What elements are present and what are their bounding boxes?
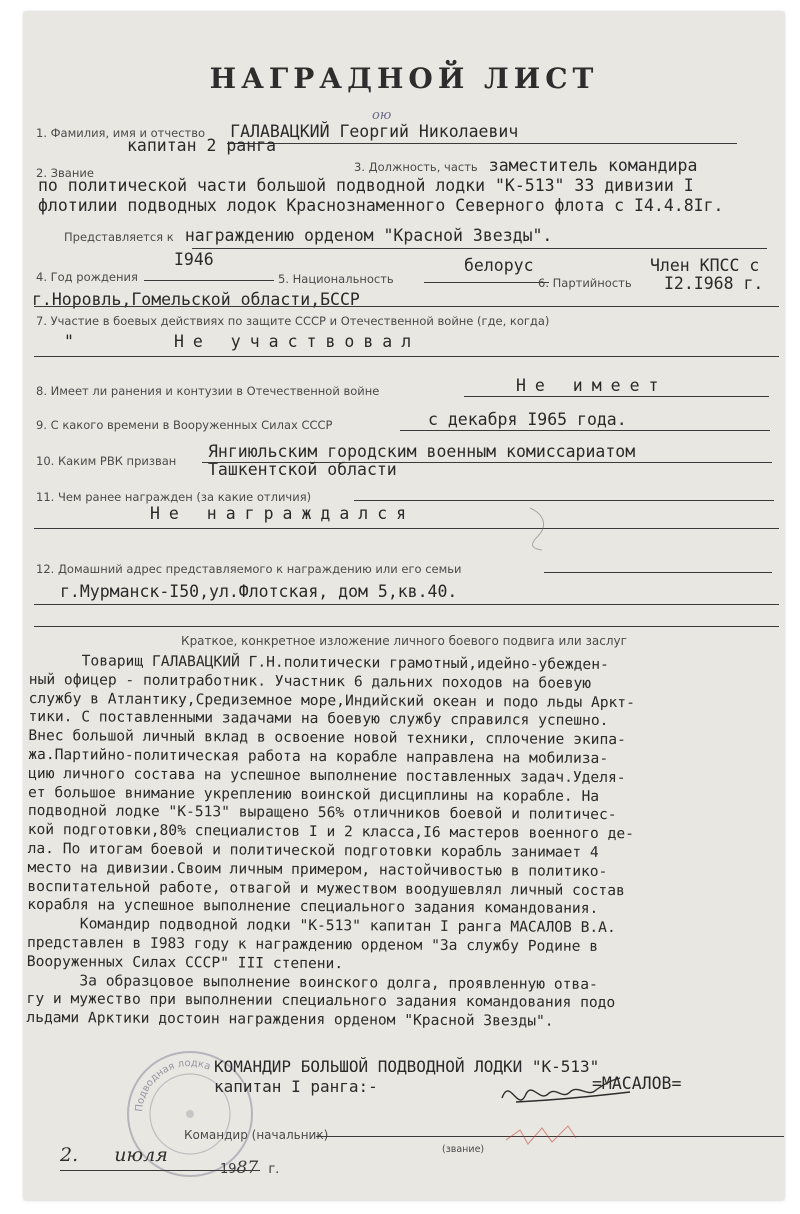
field-position-label: 3. Должность, часть: [354, 160, 478, 174]
narrative-line: ет большое внимание укреплению воинской дисциплины на корабле. На: [27, 783, 600, 805]
field-rank-label: 2. Звание: [36, 166, 94, 180]
stamp-text: Подводная лодка: [133, 1057, 212, 1113]
narrative-line: льдами Арктики достоин награждения орденом "Красной Звезды".: [26, 1009, 554, 1030]
nationality-rule: [424, 282, 549, 283]
wounds-label: 8. Имеет ли ранения и контузии в Отечественной войне: [36, 384, 380, 398]
narrative-line: ла. По итогам боевой и политической подготовки корабль занимает 4: [27, 839, 599, 861]
award-sheet: [24, 12, 784, 1200]
draft-value-line2: Ташкентской области: [208, 460, 397, 479]
narrative-line: цию личного состава на успешное выполнение поставленных задач.Уделя-: [28, 764, 626, 786]
year-prefix: 19: [220, 1162, 237, 1177]
document-title: НАГРАДНОЙ ЛИСТ: [209, 62, 599, 95]
field-name-label: 1. Фамилия, имя и отчество: [36, 126, 206, 140]
handwritten-note: ою: [372, 108, 392, 123]
draft-rule: [202, 462, 772, 463]
nationality-value: белорус: [464, 256, 534, 275]
narrative-line: кой подготовки,80% специалистов I и 2 класса,I6 мастеров военного де-: [27, 821, 635, 843]
awards-value: Не награждался: [150, 504, 416, 523]
narrative-line: воспитательной работе, отвагой и мужеством воодушевлял личный состав: [27, 877, 625, 899]
combat-rule: [34, 356, 779, 357]
narrative-line: Командир подводной лодки "К-513" капитан I ранга МАСАЛОВ В.А.: [27, 915, 616, 937]
date-day: 2.: [60, 1144, 79, 1166]
birth-year-rule: [144, 280, 274, 281]
narrative-line: представлен в I983 году к награждению орденом "За службу Родине в: [26, 933, 599, 955]
combat-value: Не участвовал: [174, 332, 421, 351]
combat-label: 7. Участие в боевых действиях по защите СССР и Отечественной войне (где, когда): [36, 314, 550, 328]
commander-rank: капитан I ранга:-: [214, 1077, 378, 1096]
awards-label: 11. Чем ранее награжден (за какие отличия): [36, 490, 312, 504]
commander-name: =МАСАЛОВ=: [592, 1074, 682, 1093]
ditto-mark: ": [64, 332, 74, 351]
address-rule: [544, 572, 772, 573]
narrative-line: гу и мужество при выполнении специального задания командования подо: [26, 990, 616, 1012]
narrative-line: место на дивизии.Своим личным примером, настойчивостью в политико-: [27, 858, 608, 880]
narrative-line: ный офицер - политработник. Участник 6 дальних походов на боевую: [28, 670, 592, 692]
narrative-line: Внес большой личный вклад в освоение новой техники, сплочение экипа-: [28, 727, 626, 749]
narrative-line: корабля на успешное выполнение специального задания командования.: [27, 896, 599, 918]
party-value-line1: Член КПСС с: [650, 256, 760, 275]
commander-title: КОМАНДИР БОЛЬШОЙ ПОДВОДНОЙ ЛОДКИ "К-513": [214, 1057, 600, 1076]
awards-rule-2: [34, 528, 779, 529]
date-month: июля: [114, 1144, 168, 1166]
rank-caption: (звание): [442, 1144, 485, 1155]
commander-label: Командир (начальник): [184, 1128, 329, 1142]
position-line2: флотилии подводных лодок Краснознаменного Северного флота с I4.4.8Iг.: [38, 196, 724, 215]
presented-rule: [192, 248, 767, 249]
address-label: 12. Домашний адрес представляемого к награждению или его семьи: [36, 562, 462, 576]
svg-text:Подводная лодка: [134, 1058, 212, 1112]
narrative-heading: Краткое, конкретное изложение личного боевого подвига или заслуг: [181, 634, 627, 648]
field-position-value: заместитель командира: [488, 156, 698, 175]
service-label: 9. С какого времени в Вооруженных Силах СССР: [36, 418, 333, 432]
party-value-line2: I2.I968 г.: [664, 274, 764, 293]
address-rule-3: [34, 626, 779, 627]
service-value: с декабря I965 года.: [428, 410, 627, 429]
draft-value-line1: Янгиюльским городским военным комиссариатом: [208, 442, 636, 461]
combat-row: [36, 310, 774, 329]
draft-label: 10. Каким РВК призван: [36, 454, 177, 468]
birthplace-rule: [34, 306, 779, 307]
narrative-line: Товарищ ГАЛАВАЦКИЙ Г.Н.политически грамотный,идейно-убежден-: [28, 652, 609, 674]
birth-year-label: 4. Год рождения: [36, 270, 138, 284]
awards-rule: [354, 500, 774, 501]
narrative-line: жа.Партийно-политическая работа на корабле направлена на мобилиза-: [28, 745, 609, 768]
service-rule: [400, 430, 770, 431]
birthplace-value: г.Норовль,Гомельской области,БССР: [32, 290, 360, 309]
field-rank-value: по политической части большой подводной лодки "К-513" 33 дивизии I: [38, 176, 694, 195]
narrative-line: службу в Атлантику,Средиземное море,Индийский океан и подо льды Аркт-: [28, 689, 635, 711]
party-label: 6. Партийность: [538, 276, 632, 290]
narrative-line: За образцовое выполнение воинского долга, проявленную отва-: [26, 971, 598, 993]
handwritten-mark-icon: [524, 506, 550, 552]
presented-row: [64, 226, 774, 245]
narrative-line: Вооруженных Силах СССР" III степени.: [26, 952, 344, 972]
awards-row: [36, 486, 774, 505]
year-unit: г.: [268, 1162, 280, 1177]
address-value: г.Мурманск-I50,ул.Флотская, дом 5,кв.40.: [60, 582, 458, 601]
rank-value: капитан 2 ранга: [127, 136, 277, 155]
wounds-rule: [464, 396, 769, 397]
field-name-value: ГАЛАВАЦКИЙ Георгий Николаевич: [230, 122, 519, 141]
presented-label: Представляется к: [64, 230, 174, 244]
address-row: [36, 558, 774, 577]
wounds-value: Не имеет: [516, 376, 668, 395]
presented-value: награждению орденом "Красной Звезды".: [184, 226, 553, 245]
year-suffix: 87: [236, 1158, 259, 1178]
narrative-line: тики. С поставленными задачами на боевую службу справился успешно.: [28, 708, 609, 730]
field-position-row: [354, 156, 774, 175]
birth-year-value: I946: [174, 250, 214, 269]
narrative-text: [26, 652, 784, 1033]
year-row: [220, 1158, 774, 1178]
narrative-line: подводной лодке "К-513" выращено 56% отличников боевой и политичес-: [27, 802, 617, 824]
nationality-label: 5. Национальность: [278, 272, 394, 286]
address-rule-2: [34, 604, 779, 605]
